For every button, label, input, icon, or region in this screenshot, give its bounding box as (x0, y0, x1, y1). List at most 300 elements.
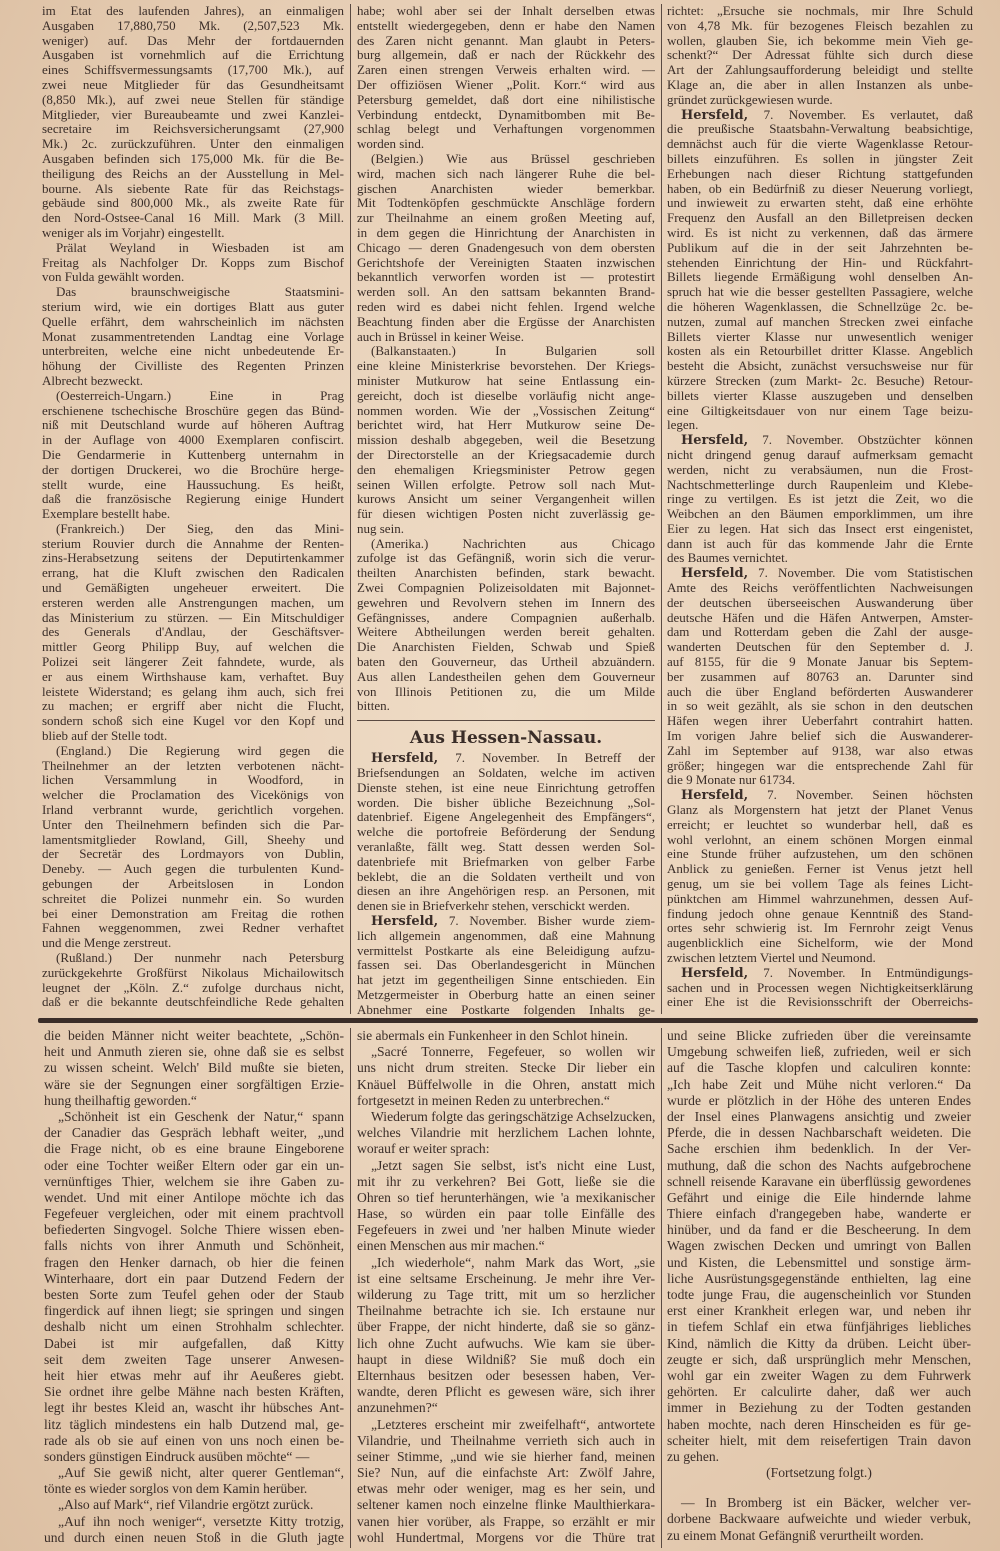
line-text: und inwieweit zu erwarten steht, daß eine erhöhte (667, 196, 973, 211)
line-text: dorbene Backwaare aufweichte und wieder verbuk, (667, 1511, 971, 1527)
line-text: Fahnen weggenommen, zwei Redner verhaftet (42, 921, 344, 936)
text-line (357, 855, 655, 870)
text-line (357, 152, 655, 167)
line-text: tönte es wieder sorglos von dem Kamin herüber. (44, 1481, 308, 1497)
text-line (357, 300, 655, 315)
line-text: „Jetzt sagen Sie selbst, ist's nicht eine Lust, (371, 1157, 655, 1173)
text-line (357, 655, 655, 670)
line-text: lich ohne Zucht aufwuchs. Wie kam sie über- (357, 1335, 655, 1351)
text-line (42, 507, 344, 522)
text-line (357, 973, 655, 988)
line-text: zins-Herabsetzung seitens der Deputirtenkammer (42, 551, 344, 566)
paragraph (357, 1109, 655, 1158)
text-line (667, 936, 973, 951)
text-line (667, 699, 973, 714)
line-text: denen sie in Briefverkehr stehen, verschickt werden. (357, 899, 630, 914)
line-text: 7. November. Seinen höchsten (767, 788, 973, 803)
text-line (42, 4, 344, 19)
column-rule (350, 4, 351, 1014)
line-text: wohl verlohnt, an einem schönen Morgen einmal (667, 832, 973, 847)
line-text: augenblicklich eine Sichelform, wie der Mond (667, 936, 973, 951)
line-text: niß mit Deutschland wurde auf höheren Auftrag (42, 418, 344, 433)
text-line (42, 226, 344, 241)
line-text: Mit Todtenköpfen geschmückte Anschläge fordern (357, 196, 655, 211)
text-line (357, 1174, 655, 1190)
text-line (667, 1528, 971, 1544)
text-line (357, 1481, 655, 1497)
text-line (357, 359, 655, 374)
text-line (667, 951, 973, 966)
spacer (667, 1481, 971, 1495)
text-line (357, 929, 655, 944)
text-line (357, 433, 655, 448)
line-text: erst einer Krankheit erlegen war, und neben ihr (667, 1303, 971, 1319)
text-line (667, 566, 973, 581)
text-line (667, 803, 973, 818)
line-text: bekanntlich verworfen worden ist — protestirt (357, 270, 655, 285)
paragraph (44, 1497, 344, 1513)
text-line (667, 1028, 971, 1044)
text-line (667, 211, 973, 226)
paragraph (667, 433, 973, 566)
line-text: auf 8155, für die 9 Monate Januar bis Septem- (667, 655, 973, 670)
line-text: uns nicht drum streiten. Stecke Dir lieber ein (357, 1060, 655, 1076)
paragraph (667, 1465, 971, 1481)
line-text: die höheren Wagenklassen, die Schnellzüge 2c. be- (667, 299, 973, 314)
text-line (667, 463, 973, 478)
line-text: Theilnahme betrachte ich sie. Ich erstaune nur (357, 1303, 655, 1319)
line-text: datenbrief. Eigene Angelegenheit des Empfängers“, (357, 810, 655, 825)
line-text: in dem gegen die Hinrichtung der Anarchisten in (357, 225, 655, 240)
text-line (42, 93, 344, 108)
line-text: bourne. Als siebente Rate für das Reichstags- (42, 181, 344, 196)
line-text: der deutschen überseeischen Auswanderung über (667, 595, 973, 610)
text-line (667, 34, 973, 49)
line-text: 7. November. Obstzüchter können (762, 433, 973, 448)
line-text: Weitere Abtheilungen werden bereit gehalten. (357, 625, 655, 640)
line-text: „Auf ihn noch weniger“, versetzte Kitty trotzig, (58, 1513, 344, 1529)
text-line (667, 315, 973, 330)
line-text: berichtet wird, hat Herr Mutkurow seine De- (357, 418, 655, 433)
line-text: baten den Gouverneur, das Urtheil abzuändern. (357, 655, 655, 670)
line-text: ringe zu vertilgen. Es ist jetzt die Zeit, wo die (667, 492, 973, 507)
text-line (667, 374, 973, 389)
line-text: Unter den Theilnehmern befinden sich die Par- (42, 817, 344, 832)
text-line (667, 433, 973, 448)
text-line (42, 744, 344, 759)
line-text: Der offiziösen Wiener „Polit. Korr.“ wird aus (357, 77, 655, 92)
line-text: gereicht, doch ist dieselbe vorläufig nicht ange- (357, 388, 655, 403)
line-text: „Schönheit ist ein Geschenk der Natur,“ spann (58, 1108, 344, 1124)
text-line (667, 1109, 971, 1125)
text-line (42, 522, 344, 537)
text-line (42, 359, 344, 374)
line-text: den ehemaligen Kriegsminister Petrow gegen (357, 462, 655, 477)
text-line (667, 492, 973, 507)
text-line (357, 611, 655, 626)
text-line (357, 4, 655, 19)
paragraph (357, 152, 655, 344)
line-text: vernünftiges Thier, welchem sie ihre Gaben zu- (44, 1173, 344, 1189)
line-text: Nachtschmetterlinge durch Raupenleim und Klebe- (667, 477, 973, 492)
text-line (44, 1352, 344, 1368)
paragraph (42, 4, 344, 241)
text-line (357, 108, 655, 123)
line-text: wird. Es ist nicht zu verkennen, daß das ärmere (667, 225, 973, 240)
text-line (357, 93, 655, 108)
text-line (44, 1449, 344, 1465)
text-line (357, 1141, 655, 1157)
text-line (357, 551, 655, 566)
text-line (357, 63, 655, 78)
line-text: kosten als ein Retourbillet dritter Klasse. Angeblich (667, 344, 973, 359)
line-text: befiederten Singvogel. Solche Thiere wissen eben- (44, 1222, 344, 1238)
text-line (42, 300, 344, 315)
line-text: auf die Tasche klopfen und calculiren konnte: (667, 1060, 971, 1076)
text-line (357, 1044, 655, 1060)
line-text: mit ihr zu verkehren? Bei Gott, ließe sie die (357, 1173, 655, 1189)
line-text: Glanz als Morgenstern hat jetzt der Planet Venus (667, 803, 973, 818)
line-text: burg allgemein, daß er nach der Rückkehr des (357, 48, 655, 63)
text-line (44, 1125, 344, 1141)
text-line (44, 1368, 344, 1384)
text-line (357, 478, 655, 493)
text-line (44, 1514, 344, 1530)
line-text: Chicago — deren Gnadengesuch von dem obersten (357, 240, 655, 255)
line-text: weniger) auf. Das Mehr der fortdauernden (42, 33, 344, 48)
line-text: Deneby. — Auch gegen die turbulenten Kund- (42, 862, 344, 877)
line-text: „Auf Sie gewiß nicht, alter querer Gentleman“, (58, 1465, 344, 1481)
text-line (357, 1530, 655, 1546)
text-line (42, 270, 344, 285)
paragraph (667, 1495, 971, 1544)
text-line (44, 1336, 344, 1352)
line-text: Billets vierter Klasse nur unwesentlich weniger (667, 329, 973, 344)
line-text: muthung, daß die schon des Nachts aufgebrochene (667, 1157, 971, 1173)
text-line (667, 833, 973, 848)
line-text: scheiter hielt, mit dem reisefertigen Train davon (667, 1432, 971, 1448)
text-line (357, 1384, 655, 1400)
paragraph (667, 1481, 971, 1495)
text-line (667, 551, 973, 566)
line-text: über Frappe, der nicht hinderte, daß sie so gänz- (357, 1319, 655, 1335)
line-text: Mitglieder, vier Bureaubeamte und zwei Kanzlei- (42, 107, 344, 122)
text-line (667, 744, 973, 759)
text-line (667, 256, 973, 271)
text-line (42, 640, 344, 655)
line-text: einen Menschen aus mir machen.“ (357, 1238, 545, 1254)
text-line (357, 1449, 655, 1465)
line-text: Die Anarchisten Fielden, Schwab und Spieß (357, 640, 655, 655)
line-text: eine Giltigkeitsdauer von nur einem Tage beizu- (667, 403, 973, 418)
line-text: auch in Brüssel in keiner Weise. (357, 329, 524, 344)
line-text: haben mochte, nach deren Hinscheiden es für ge- (667, 1416, 971, 1432)
line-text: gischen Anarchisten wieder bemerkbar. (357, 181, 655, 196)
text-line (667, 330, 973, 345)
line-text: wendet. Und mit einer Antilope möchte ich das (44, 1189, 344, 1205)
text-line (667, 1319, 971, 1335)
text-line (357, 1093, 655, 1109)
line-text: Prälat Weyland in Wiesbaden ist am (56, 240, 344, 255)
line-text: Fegefeuer vergleichen, oder mit einem prachtvoll (44, 1206, 344, 1222)
text-line (357, 781, 655, 796)
line-text: vermittelst Postkarte als eine Beleidigung aufzu- (357, 943, 655, 958)
line-text: wanderten Deutschen für den September d. J. (667, 640, 973, 655)
paragraph (357, 1028, 655, 1044)
text-line (42, 729, 344, 744)
text-line (357, 699, 655, 714)
text-line (357, 1271, 655, 1287)
text-line (42, 803, 344, 818)
text-line (667, 108, 973, 123)
text-line (667, 1141, 971, 1157)
line-text: gründet zurückgewiesen wurde. (667, 92, 833, 107)
line-text: zu machen; er ergriff aber nicht die Flucht, (42, 699, 344, 714)
text-line (667, 404, 973, 419)
line-text: Gefängnisses, andere Compagnien außerhalb. (357, 610, 655, 625)
text-line (667, 1511, 971, 1527)
text-line (667, 48, 973, 63)
line-text: todte junge Frau, die augenscheinlich vor Stunden (667, 1287, 971, 1302)
text-line (357, 270, 655, 285)
text-line (42, 404, 344, 419)
line-text: Abnehmer eine Postkarte folgenden Inhalts ge- (357, 1002, 655, 1017)
paragraph (44, 1028, 344, 1109)
line-text: der Secretär des Lordmayors von Dublin, (42, 847, 344, 862)
text-line (44, 1206, 344, 1222)
text-line (42, 19, 344, 34)
text-line (44, 1319, 344, 1335)
line-text: und seine Blicke zufrieden über die vereinsamte (667, 1028, 971, 1043)
paragraph (667, 4, 973, 108)
line-text: Ausgaben 17,880,750 Mk. (2,507,523 Mk. (42, 18, 344, 33)
text-line (42, 315, 344, 330)
text-line (357, 625, 655, 640)
text-line (42, 611, 344, 626)
line-text: Wiederum folgte das geringschätzige Achselzucken, (371, 1108, 655, 1124)
text-line (357, 1060, 655, 1076)
text-line (667, 1449, 971, 1465)
text-line (667, 1336, 971, 1352)
text-line (42, 759, 344, 774)
line-text: erschienene tschechische Broschüre gegen das Bünd- (42, 403, 344, 418)
line-text: Zahl im September auf 9138, war also etwas (667, 743, 973, 758)
text-line (42, 818, 344, 833)
bottom-column-1 (44, 1028, 344, 1546)
line-text: zu wissen scheint. Welch' Bild mußte sie bieten, (44, 1060, 344, 1076)
text-line (667, 63, 973, 78)
line-text: Quelle erfährt, dem wahrscheinlich im nächsten (42, 314, 344, 329)
line-text: wird, machen sich nach längerer Ruhe die bel- (357, 166, 655, 181)
top-column-3 (667, 4, 973, 1010)
text-line (42, 182, 344, 197)
line-text: (8,850 Mk.), auf zwei neue Stellen für ständige (42, 92, 344, 107)
text-line (357, 1465, 655, 1481)
text-line (44, 1417, 344, 1433)
line-text: Irland verbrannt wurde, gerichtlich vorgehen. (42, 803, 344, 818)
paragraph (357, 720, 655, 751)
text-line (357, 988, 655, 1003)
text-line (357, 167, 655, 182)
dateline-place: Hersfeld, (681, 107, 749, 123)
text-line (42, 596, 344, 611)
line-text: sterium Rouvier durch die Annahme der Renten- (42, 536, 344, 551)
text-line (42, 566, 344, 581)
text-line (42, 907, 344, 922)
text-line (357, 418, 655, 433)
text-line (42, 492, 344, 507)
line-text: richtet: „Ersuche sie nochmals, mir Ihre Schuld (667, 4, 973, 18)
line-text: liche Ausrüstungsgegenstände enthielten, lag eine (667, 1270, 971, 1286)
line-text: Gerichtshofe der Vereinigten Staaten inzwischen (357, 255, 655, 270)
line-text: und Gemäßigten ungeheuer erweitert. Die (42, 581, 344, 596)
line-text: Albrecht bezweckt. (42, 373, 144, 388)
line-text: sie abermals ein Funkenheer in den Schlot hinein. (357, 1028, 629, 1043)
line-text: leugnet der „Köln. Z.“ zufolge durchaus nicht, (42, 980, 344, 995)
line-text: Art der Zahlungsaufforderung beleidigt und stellte (667, 63, 973, 78)
line-text: zufolge ist das Gefängniß, worin sich die verur- (357, 551, 655, 566)
line-text: Freitag als Nachfolger Dr. Kopps zum Bischof (42, 255, 344, 270)
text-line (357, 241, 655, 256)
line-text: Knäuel Büffelwolle in die Ohren, anstatt mich (357, 1076, 655, 1092)
line-text: haupt in diese Wildniß? Sie muß doch ein (357, 1351, 655, 1367)
text-line (357, 1222, 655, 1238)
line-text: rade als ob sie auf einen von uns noch einen be- (44, 1432, 344, 1448)
text-line (357, 1433, 655, 1449)
text-line (357, 581, 655, 596)
line-text: bitten. (357, 699, 390, 714)
line-text: zwischen letztem Viertel und Neumond. (667, 951, 876, 965)
line-text: fragen den Henker darnach, ob hier die feinen (44, 1254, 344, 1270)
text-line (44, 1465, 344, 1481)
line-text: erreicht; er leuchtet so wunderbar hell, daß es (667, 817, 973, 832)
text-line (667, 1352, 971, 1368)
text-line (42, 951, 344, 966)
text-line (44, 1044, 344, 1060)
line-text: Exemplare bestellt habe. (42, 507, 171, 522)
paragraph (44, 1514, 344, 1546)
column-rule (350, 1028, 351, 1548)
text-line (44, 1174, 344, 1190)
text-line (667, 122, 973, 137)
line-text: zwei neue Mitglieder für das Gesundheitsamt (42, 77, 344, 92)
text-line (667, 19, 973, 34)
text-line (42, 448, 344, 463)
paragraph (357, 1255, 655, 1417)
line-text: legt ihr bestes Kleid an, wascht ihr hübsches Ant- (44, 1400, 344, 1416)
text-line (667, 581, 973, 596)
text-line (357, 1514, 655, 1530)
line-text: zurückgekehrte Großfürst Nikolaus Michailowitsch (42, 965, 344, 980)
text-line (44, 1481, 344, 1497)
text-line (667, 640, 973, 655)
text-line (44, 1530, 344, 1546)
line-text: Häfen wegen ihrer Ueberfahrt contrahirt hatten. (667, 714, 973, 729)
paragraph (357, 914, 655, 1018)
paragraph (357, 1417, 655, 1547)
paragraph (357, 537, 655, 715)
text-line (667, 182, 973, 197)
text-line (667, 478, 973, 493)
line-text: in tiefem Schlaf ein etwa fünfjähriges liebliches (667, 1319, 971, 1335)
line-text: Mk.) 2c. zurückzuführen. Unter den einmaligen (42, 137, 344, 152)
text-line (357, 766, 655, 781)
line-text: der dortigen Druckerei, wo die Brochüre herge- (42, 462, 344, 477)
paragraph (42, 522, 344, 744)
text-line (667, 1400, 971, 1416)
line-text: besteht die Absicht, zunächst versuchsweise nur für (667, 359, 973, 374)
line-text: Das braunschweigische Staatsmini- (56, 285, 344, 300)
text-line (357, 344, 655, 359)
line-text: lichen Versammlung in Woodford, in (42, 773, 344, 788)
text-line (44, 1271, 344, 1287)
line-text: (Belgien.) Wie aus Brüssel geschrieben (371, 151, 655, 166)
paragraph (667, 108, 973, 434)
line-text: zu gehen. (667, 1448, 720, 1464)
line-text: stehenden Einrichtung der Hin- und Rückfahrt- (667, 255, 973, 270)
line-text: (Frankreich.) Der Sieg, den das Mini- (56, 521, 344, 536)
text-line (44, 1497, 344, 1513)
text-line (667, 611, 973, 626)
line-text: (Oesterreich-Ungarn.) Eine in Prag (56, 388, 344, 403)
line-text: die Frage nicht, ob es eine braune Eingeborene (44, 1141, 344, 1157)
text-line (357, 1238, 655, 1254)
text-line (667, 1206, 971, 1222)
line-text: Aus allen Landestheilen gehen dem Gouverneur (357, 669, 655, 684)
text-line (357, 1352, 655, 1368)
text-line (357, 226, 655, 241)
text-line (667, 226, 973, 241)
line-text: litz täglich mindestens ein halb Dutzend mal, ge- (44, 1416, 344, 1432)
text-line (42, 995, 344, 1010)
text-line (667, 1222, 971, 1238)
line-text: Theilnehmer an der letzten verbotenen nächt- (42, 758, 344, 773)
line-text: kürzere Strecken (zum Markt- 2c. Besuche) Retour- (667, 373, 973, 388)
line-text: 7. November. Es verlautet, daß (763, 107, 973, 122)
dateline-place: Hersfeld, (371, 751, 439, 767)
text-line (667, 981, 973, 996)
line-text: pünktchen am Himmel wahrzunehmen, dessen Auf- (667, 891, 973, 906)
line-text: die beiden Männer nicht weiter beachtete, „Schön- (44, 1028, 344, 1043)
line-text: 7. November. In Entmündigungs- (763, 965, 973, 980)
text-line (357, 840, 655, 855)
text-line (357, 48, 655, 63)
text-line (357, 448, 655, 463)
line-text: Winterhaare, dort ein paar Dutzend Federn der (44, 1270, 344, 1286)
line-text: schnell reisende Karavane ein überflüssig gewordenes (667, 1173, 971, 1189)
line-text: des Zaren nicht genannt. Man glaubt in Peters- (357, 33, 655, 48)
text-line (667, 241, 973, 256)
line-text: eine Stunde früher aufzustehen, um den schönen (667, 847, 973, 862)
text-line (357, 944, 655, 959)
text-line (667, 1060, 971, 1076)
line-text: zu einem Monat Gefängniß verurtheilt worden. (667, 1527, 924, 1543)
line-text: 7. November. In Betreff der (455, 751, 655, 766)
line-text: diesen an ihre Angehörigen resp. an Personen, mit (357, 884, 655, 899)
text-line (357, 1109, 655, 1125)
text-line (667, 1190, 971, 1206)
section-divider (38, 1018, 978, 1023)
text-line (42, 433, 344, 448)
line-text: Sie? Nun, auf die einfachste Art: Zwölf Jahre, (357, 1465, 655, 1481)
line-text: „Ich wiederhole“, nahm Mark das Wort, „sie (371, 1254, 655, 1270)
line-text: der Canadier das Gespräch lebhaft weiter, „und (44, 1125, 344, 1141)
text-line (42, 936, 344, 951)
line-text: entstellt wiedergegeben, denn er habe den Namen (357, 18, 655, 33)
line-text: zur Theilnahme an einem großen Meeting auf, (357, 211, 655, 226)
line-text: Dienste stehen, ist eine neue Einrichtung getroffen (357, 780, 655, 795)
line-text: Zaren einen strengen Verweis erhalten wird. — (357, 63, 655, 78)
